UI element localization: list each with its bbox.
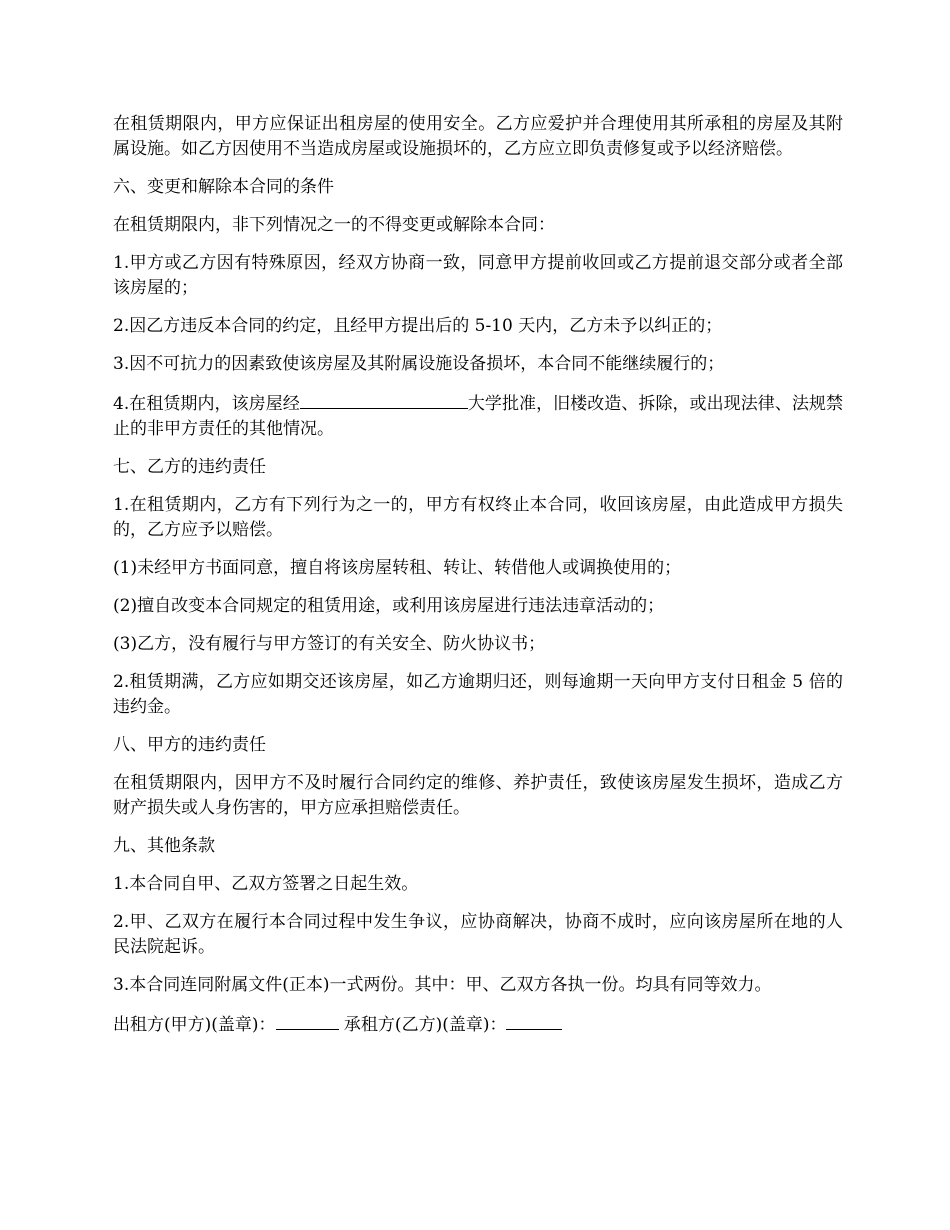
- paragraph-lessee-breach-2: 2.租赁期满，乙方应如期交还该房屋，如乙方逾期归还，则每逾期一天向甲方支付日租金 5 倍的违约金。: [113, 672, 843, 717]
- section-heading-9: 九、其他条款: [113, 836, 215, 856]
- paragraph-lessee-breach-sub-2: (2)擅自改变本合同规定的租赁用途，或利用该房屋进行违法违章活动的；: [113, 596, 665, 616]
- paragraph-termination-item-2: 2.因乙方违反本合同的约定，且经甲方提出后的 5-10 天内，乙方未予以纠正的；: [113, 316, 723, 336]
- lessee-seal-label: 承租方(乙方)(盖章)：: [338, 1015, 507, 1035]
- section-heading-6: 六、变更和解除本合同的条件: [113, 177, 334, 197]
- paragraph-termination-intro: 在租赁期限内，非下列情况之一的不得变更或解除本合同：: [113, 215, 555, 235]
- paragraph-other-1: 1.本合同自甲、乙双方签署之日起生效。: [113, 874, 419, 894]
- contract-page: [113, 112, 843, 1038]
- paragraph-safety: 在租赁期限内，甲方应保证出租房屋的使用安全。乙方应爱护并合理使用其所承租的房屋及其附属设施。如乙方因使用不当造成房屋或设施损坏的，乙方应立即负责修复或予以经济赔偿。: [113, 114, 843, 159]
- paragraph-other-3: 3.本合同连同附属文件(正本)一式两份。其中：甲、乙双方各执一份。均具有同等效力。: [113, 975, 772, 995]
- item-4-text-after: 大学批准，旧楼改造、拆除，或出现法律、法规禁止的非甲方责任的其他情况。: [113, 394, 843, 439]
- lessor-seal-label: 出租方(甲方)(盖章)：: [113, 1015, 276, 1035]
- university-name-blank: [300, 390, 468, 409]
- lessee-seal-blank: [506, 1011, 562, 1030]
- paragraph-lessee-breach-sub-1: (1)未经甲方书面同意，擅自将该房屋转租、转让、转借他人或调换使用的；: [113, 558, 682, 578]
- paragraph-termination-item-4: [113, 390, 843, 442]
- paragraph-termination-item-3: 3.因不可抗力的因素致使该房屋及其附属设施设备损坏，本合同不能继续履行的；: [113, 354, 725, 374]
- paragraph-termination-item-1: 1.甲方或乙方因有特殊原因，经双方协商一致，同意甲方提前收回或乙方提前退交部分或者全部该房屋的；: [113, 253, 843, 298]
- paragraph-lessor-breach: 在租赁期限内，因甲方不及时履行合同约定的维修、养护责任，致使该房屋发生损坏，造成乙方财产损失或人身伤害的，甲方应承担赔偿责任。: [113, 773, 843, 818]
- section-heading-8: 八、甲方的违约责任: [113, 735, 266, 755]
- item-4-text-before: 4.在租赁期内，该房屋经: [113, 394, 300, 414]
- paragraph-lessee-breach-sub-3: (3)乙方，没有履行与甲方签订的有关安全、防火协议书；: [113, 634, 546, 654]
- signature-line: [113, 1011, 843, 1038]
- paragraph-lessee-breach-1: 1.在租赁期内，乙方有下列行为之一的，甲方有权终止本合同，收回该房屋，由此造成甲方损失的，乙方应予以赔偿。: [113, 495, 843, 540]
- section-heading-7: 七、乙方的违约责任: [113, 457, 266, 477]
- paragraph-other-2: 2.甲、乙双方在履行本合同过程中发生争议，应协商解决，协商不成时，应向该房屋所在地的人民法院起诉。: [113, 912, 843, 957]
- lessor-seal-blank: [276, 1011, 339, 1030]
